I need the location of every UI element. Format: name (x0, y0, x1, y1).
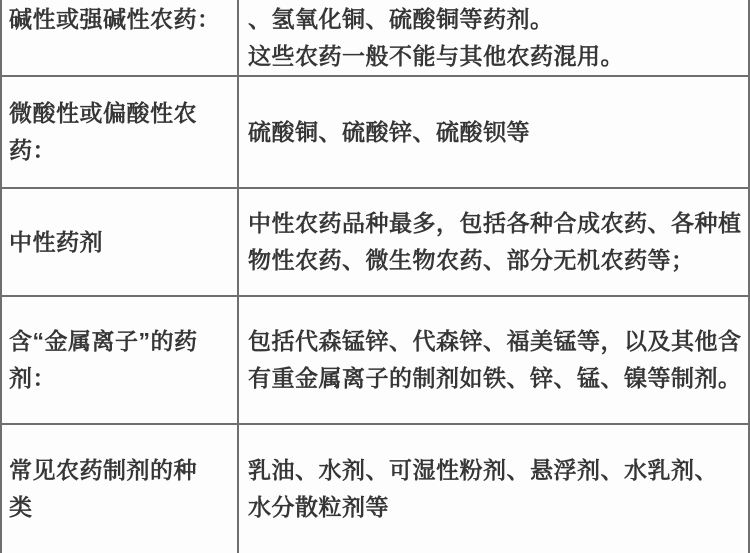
row-content-cell (239, 0, 748, 75)
content-line: 这些农药一般不能与其他农药混用。 (248, 43, 624, 69)
row-content-cell (239, 189, 748, 295)
row-content-cell (239, 297, 748, 423)
label-line: 剂： (9, 365, 56, 391)
row-label-cell (2, 297, 239, 423)
label-line: 药： (9, 137, 56, 163)
table-row (2, 423, 748, 553)
label-line: 含“金属离子”的药 (9, 328, 198, 354)
content-line: 硫酸铜、硫酸锌、硫酸钡等 (248, 118, 530, 145)
label-line: 中性药剂 (9, 228, 103, 255)
row-content-cell (239, 77, 748, 187)
row-label-cell (2, 77, 239, 187)
content-line: 包括代森锰锌、代森锌、福美锰等，以及其他含 (248, 328, 742, 354)
label-line: 类 (9, 494, 33, 520)
table-row (2, 187, 748, 295)
table-row (2, 295, 748, 423)
label-line: 微酸性或偏酸性农 (9, 100, 197, 126)
content-line: 有重金属离子的制剂如铁、锌、锰、镍等制剂。 (248, 365, 742, 391)
row-label-cell (2, 425, 239, 553)
table-row (2, 75, 748, 187)
table-row (2, 0, 748, 75)
row-label-cell (2, 189, 239, 295)
row-label-cell (2, 0, 239, 75)
content-line: 乳油、水剂、可湿性粉剂、悬浮剂、水乳剂、 (248, 457, 718, 483)
content-line: 物性农药、微生物农药、部分无机农药等； (248, 247, 695, 273)
label-line: 常见农药制剂的种 (9, 457, 197, 483)
content-line: 、氢氧化铜、硫酸铜等药剂。 (248, 6, 554, 32)
row-content-cell (239, 425, 748, 553)
content-line: 水分散粒剂等 (248, 494, 389, 520)
content-line: 中性农药品种最多，包括各种合成农药、各种植 (248, 210, 742, 236)
label-line: 碱性或强碱性农药： (9, 6, 221, 32)
